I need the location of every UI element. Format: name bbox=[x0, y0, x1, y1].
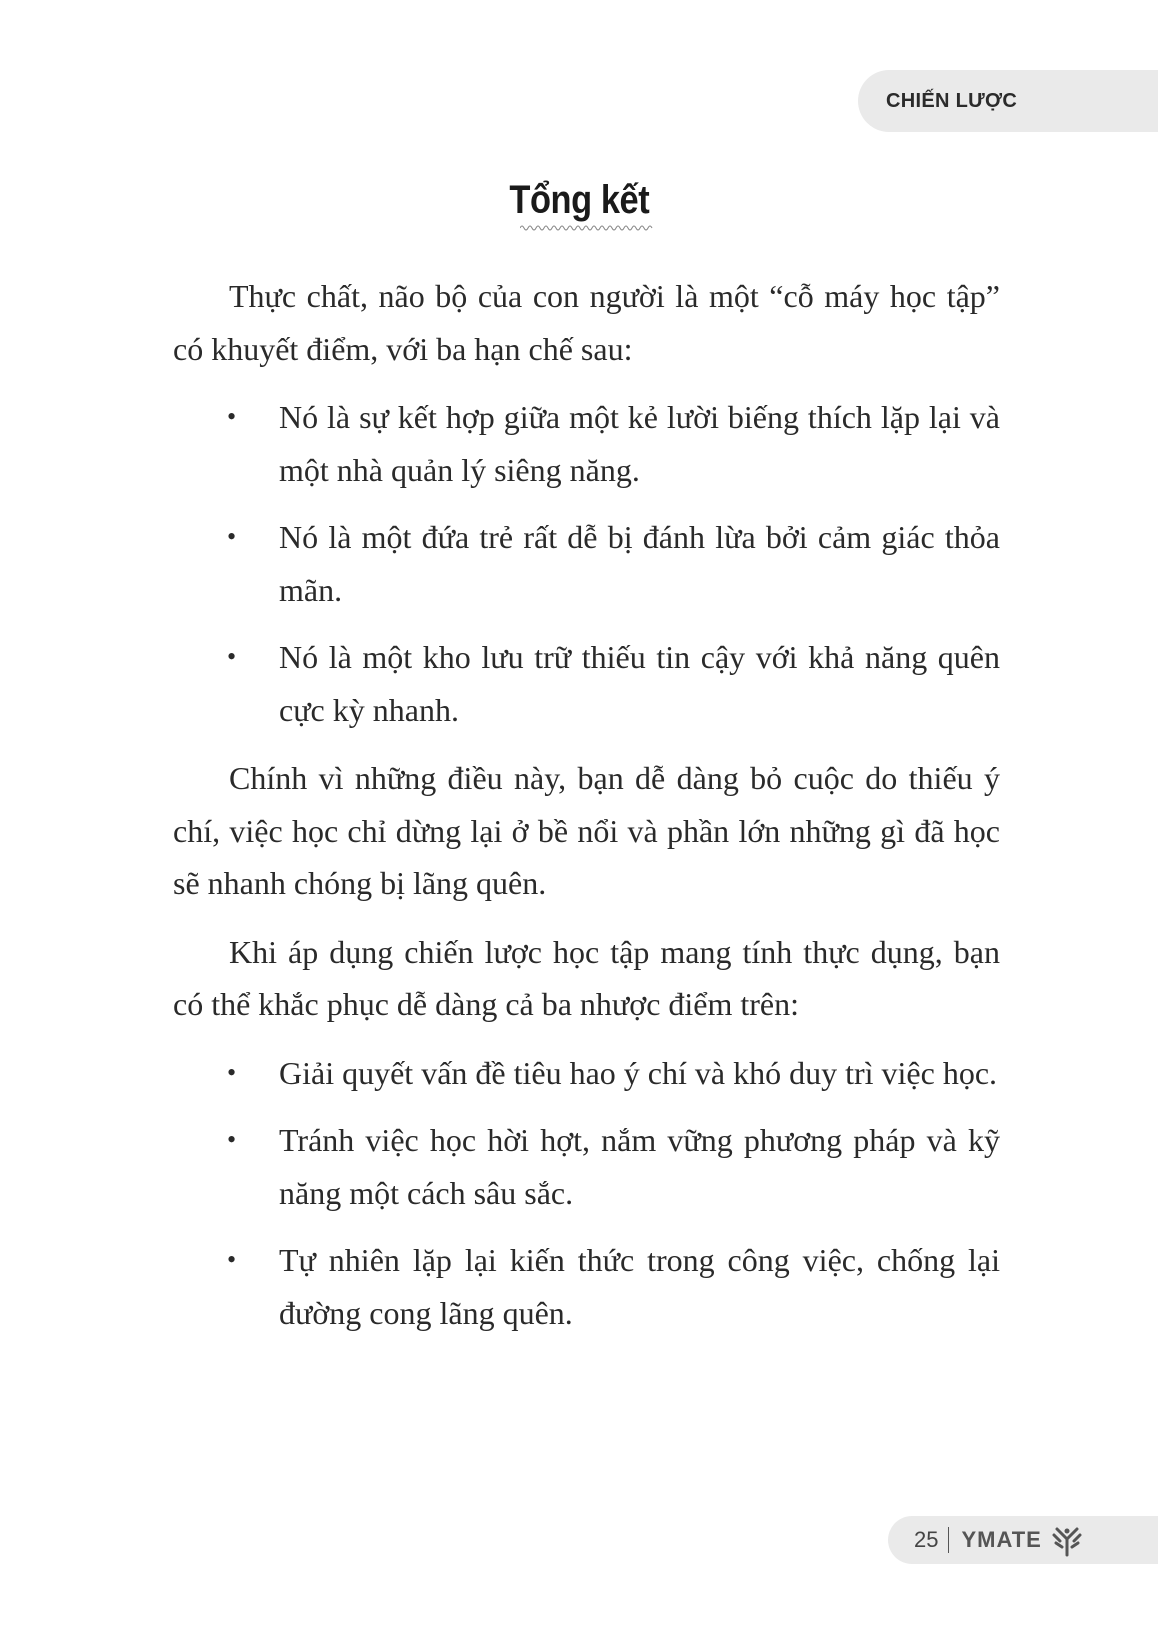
bullet: • bbox=[227, 1057, 237, 1087]
intro-paragraph: Thực chất, não bộ của con người là một “cỗ máy học tập” có khuyết điểm, với ba hạn chế sau: bbox=[173, 278, 1000, 367]
list-item bbox=[173, 1114, 1000, 1219]
body-content bbox=[173, 270, 1000, 1355]
bullet: • bbox=[227, 522, 237, 551]
page-footer bbox=[888, 1516, 1158, 1564]
page-title: Tổng kết bbox=[509, 178, 649, 222]
list-item bbox=[173, 631, 1000, 736]
footer-divider bbox=[948, 1527, 949, 1553]
ymate-logo-icon bbox=[1050, 1523, 1084, 1557]
bullet: • bbox=[227, 642, 237, 671]
title-underline bbox=[520, 224, 654, 232]
consequence-paragraph: Chính vì những điều này, bạn dễ dàng bỏ cuộc do thiếu ý chí, việc học chỉ dừng lại ở bề nổi và phần lớn những gì đã học sẽ nhanh chóng bị lãng quên. bbox=[173, 760, 1000, 901]
list-item bbox=[173, 391, 1000, 496]
solution-intro-paragraph: Khi áp dụng chiến lược học tập mang tính thực dụng, bạn có thể khắc phục dễ dàng cả ba nhược điểm trên: bbox=[173, 933, 1000, 1022]
list-item bbox=[173, 1047, 1000, 1100]
title-wrap bbox=[0, 178, 1158, 223]
brand-name: YMATE bbox=[961, 1527, 1042, 1552]
list-item-text: Tự nhiên lặp lại kiến thức trong công việc, chống lại đường cong lãng quên. bbox=[279, 1242, 1000, 1331]
list-item bbox=[173, 1234, 1000, 1339]
limitations-list bbox=[173, 391, 1000, 736]
bullet: • bbox=[227, 1245, 237, 1274]
list-item-text: Giải quyết vấn đề tiêu hao ý chí và khó duy trì việc học. bbox=[279, 1054, 998, 1091]
list-item-text: Nó là một đứa trẻ rất dễ bị đánh lừa bởi cảm giác thỏa mãn. bbox=[279, 519, 1000, 608]
section-tab bbox=[858, 70, 1158, 132]
list-item-text: Nó là một kho lưu trữ thiếu tin cậy với khả năng quên cực kỳ nhanh. bbox=[279, 639, 1000, 728]
bullet: • bbox=[227, 402, 237, 431]
page-number: 25 bbox=[914, 1527, 939, 1552]
list-item-text: Tránh việc học hời hợt, nắm vững phương pháp và kỹ năng một cách sâu sắc. bbox=[279, 1122, 1000, 1211]
bullet: • bbox=[227, 1125, 237, 1154]
solutions-list bbox=[173, 1047, 1000, 1340]
list-item-text: Nó là sự kết hợp giữa một kẻ lười biếng thích lặp lại và một nhà quản lý siêng năng. bbox=[279, 399, 1000, 488]
list-item bbox=[173, 511, 1000, 616]
section-tab-label: CHIẾN LƯỢC bbox=[886, 89, 1018, 112]
